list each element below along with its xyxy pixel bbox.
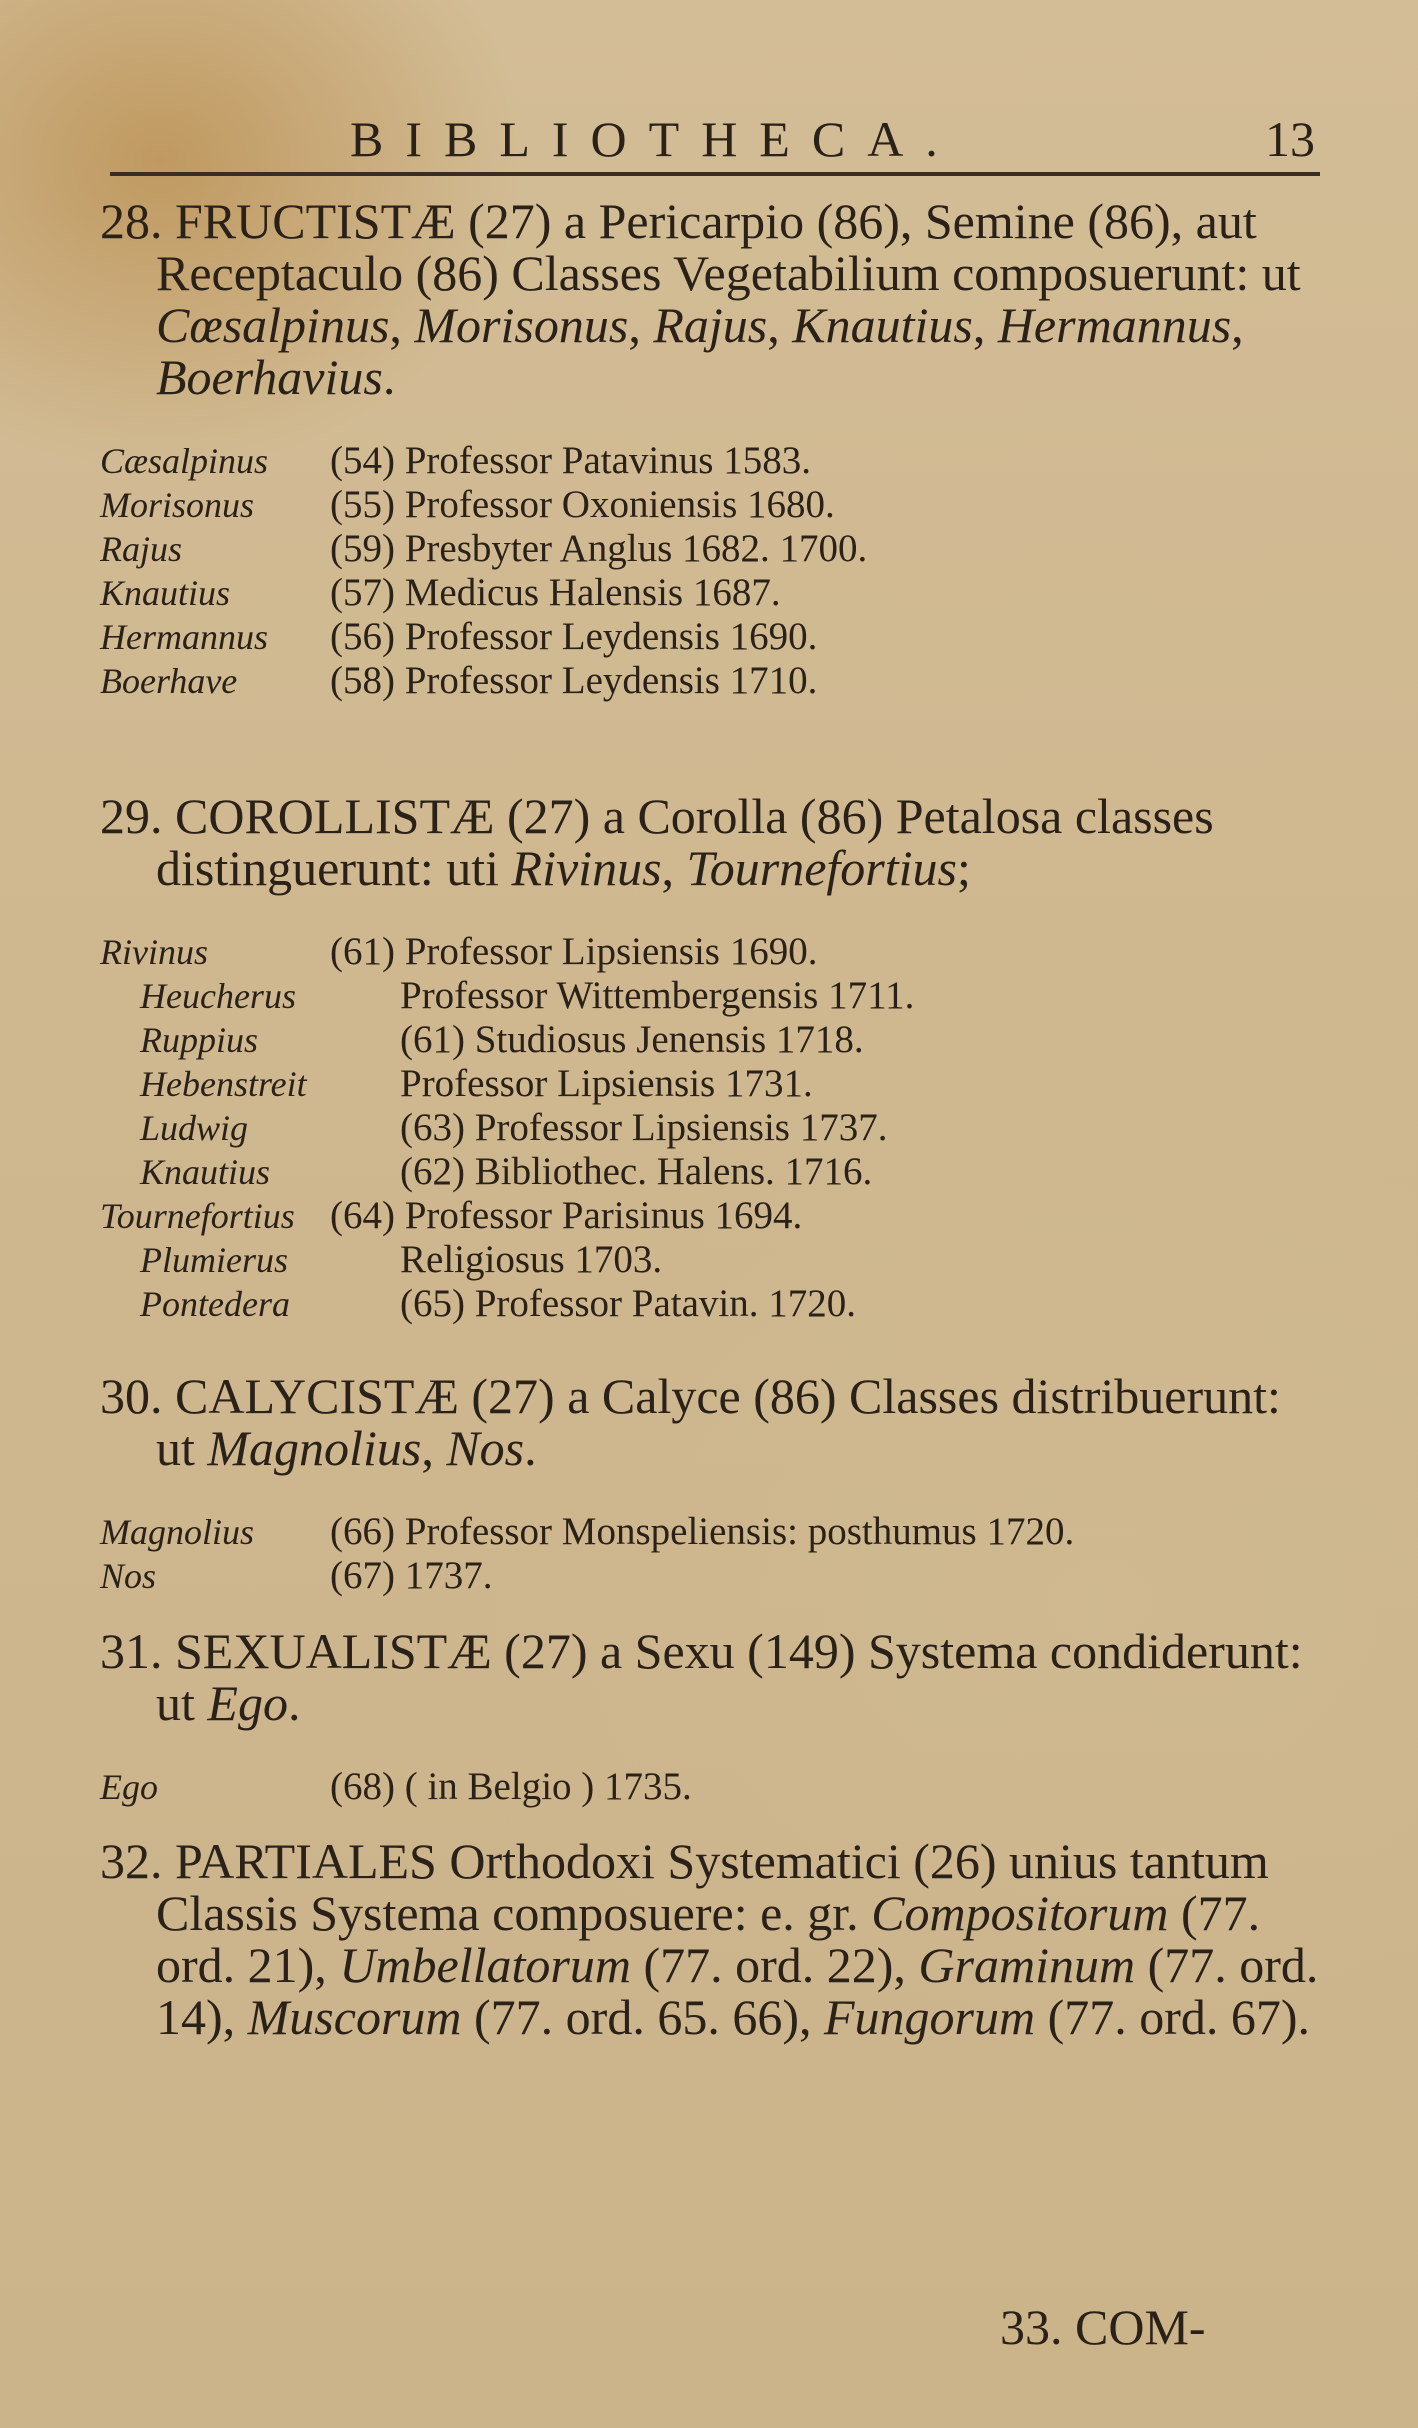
italic-name: Boerhavius (156, 349, 383, 405)
author-details: Professor Wittembergensis 1711. (400, 974, 915, 1017)
running-title: BIBLIOTHECA. (350, 111, 960, 167)
italic-name: Nos (446, 1420, 525, 1476)
author-entry (100, 1106, 1330, 1150)
author-details: (66) Professor Monspeliensis: posthumus 1720. (330, 1510, 1075, 1553)
text-run: 30. CALYCISTÆ (27) a Calyce (86) Classes distribuerunt: ut (100, 1368, 1281, 1476)
text-run: (77. ord. 14), (156, 1937, 1319, 2045)
author-details: (63) Professor Lipsiensis 1737. (400, 1106, 888, 1149)
italic-name: Muscorum (247, 1989, 462, 2045)
text-run: (77. ord. 21), (156, 1885, 1261, 1993)
author-entry (100, 930, 1330, 974)
author-details: (68) ( in Belgio ) 1735. (330, 1765, 692, 1808)
author-name: Plumierus (140, 1240, 288, 1280)
text-run: 31. SEXUALISTÆ (27) a Sexu (149) Systema condiderunt: ut (100, 1623, 1303, 1731)
section-corollistae (100, 790, 1330, 1326)
text-run: , (972, 297, 998, 353)
catchword: 33. COM- (1000, 2299, 1206, 2355)
author-details: Professor Lipsiensis 1731. (400, 1062, 813, 1105)
author-details: Religiosus 1703. (400, 1238, 663, 1281)
author-name: Magnolius (100, 1512, 255, 1552)
author-entry (100, 1238, 1330, 1282)
author-details: (58) Professor Leydensis 1710. (330, 659, 818, 702)
author-entry (100, 1018, 1330, 1062)
author-details: (56) Professor Leydensis 1690. (330, 615, 818, 658)
page-header (330, 110, 1315, 180)
author-entry (100, 1150, 1330, 1194)
author-details: (67) 1737. (330, 1554, 493, 1597)
author-entry (100, 1062, 1330, 1106)
section-partiales (100, 1835, 1330, 2043)
text-run: , (421, 1420, 447, 1476)
author-name: Ego (100, 1767, 158, 1807)
author-name: Rajus (100, 529, 183, 569)
author-entry (100, 615, 1330, 659)
author-entry (100, 974, 1330, 1018)
author-details: (59) Presbyter Anglus 1682. 1700. (330, 527, 868, 570)
text-run: , (389, 297, 415, 353)
author-entry (100, 1510, 1330, 1554)
italic-name: Knautius (792, 297, 973, 353)
text-run: . (524, 1420, 537, 1476)
italic-name: Morisonus (414, 297, 629, 353)
author-list (100, 439, 1330, 703)
author-entry (100, 1282, 1330, 1326)
text-run: , (767, 297, 793, 353)
author-entry (100, 1194, 1330, 1238)
author-entry (100, 571, 1330, 615)
italic-name: Hermannus (997, 297, 1232, 353)
author-name: Tournefortius (100, 1196, 295, 1236)
author-name: Knautius (140, 1152, 271, 1192)
author-name: Hebenstreit (140, 1064, 307, 1104)
author-details: (61) Professor Lipsiensis 1690. (330, 930, 818, 973)
text-run: , (628, 297, 654, 353)
author-name: Nos (100, 1556, 157, 1596)
italic-name: Cœsalpinus (156, 297, 390, 353)
author-details: (61) Studiosus Jenensis 1718. (400, 1018, 864, 1061)
author-list (100, 1765, 1330, 1809)
author-details: (54) Professor Patavinus 1583. (330, 439, 811, 482)
author-name: Ludwig (140, 1108, 249, 1148)
text-run: (77. ord. 22), (630, 1937, 919, 1993)
italic-name: Tournefortius (686, 840, 957, 896)
author-name: Cæsalpinus (100, 441, 269, 481)
author-details: (64) Professor Parisinus 1694. (330, 1194, 803, 1237)
author-entry (100, 659, 1330, 703)
author-entry (100, 1554, 1330, 1598)
author-entry (100, 483, 1330, 527)
author-list (100, 1510, 1330, 1598)
text-run: , (1231, 297, 1244, 353)
author-name: Hermannus (100, 617, 268, 657)
text-run: . (382, 349, 396, 405)
author-name: Morisonus (100, 485, 255, 525)
paragraph (100, 790, 1330, 894)
author-name: Ruppius (140, 1020, 259, 1060)
author-entry (100, 1765, 1330, 1809)
author-name: Boerhave (100, 661, 238, 701)
text-run: ; (957, 840, 971, 896)
author-details: (57) Medicus Halensis 1687. (330, 571, 781, 614)
author-name: Pontedera (140, 1284, 290, 1324)
italic-name: Rivinus (511, 840, 662, 896)
italic-name: Ego (207, 1675, 288, 1731)
paragraph (100, 1625, 1330, 1729)
author-list (100, 930, 1330, 1326)
author-details: (62) Bibliothec. Halens. 1716. (400, 1150, 873, 1193)
author-name: Heucherus (140, 976, 296, 1016)
italic-name: Magnolius (207, 1420, 422, 1476)
author-entry (100, 439, 1330, 483)
italic-name: Fungorum (823, 1989, 1036, 2045)
italic-name: Umbellatorum (339, 1937, 631, 1993)
author-details: (55) Professor Oxoniensis 1680. (330, 483, 835, 526)
page-number: 13 (1265, 111, 1315, 167)
text-run: . (287, 1675, 301, 1731)
section-calycistae (100, 1370, 1330, 1598)
text-run: (77. ord. 65. 66), (461, 1989, 824, 2045)
text-run: 29. COROLLISTÆ (27) a Corolla (86) Petalosa classes distinguerunt: uti (100, 788, 1214, 896)
section-fructistae (100, 195, 1330, 703)
paragraph (100, 1370, 1330, 1474)
author-details: (65) Professor Patavin. 1720. (400, 1282, 857, 1325)
author-name: Rivinus (100, 932, 208, 972)
text-run: , (661, 840, 687, 896)
section-sexualistae (100, 1625, 1330, 1809)
paragraph (100, 1835, 1330, 2043)
text-run: (77. ord. 67). (1035, 1989, 1311, 2045)
text-run: 28. FRUCTISTÆ (27) a Pericarpio (86), Semine (86), aut Receptaculo (86) Classes Vegetabilium composuerunt: ut (100, 193, 1301, 301)
italic-name: Rajus (653, 297, 768, 353)
text-run: 32. PARTIALES Orthodoxi Systematici (26) unius tantum Classis Systema composuere: e. gr. (100, 1833, 1269, 1941)
author-name: Knautius (100, 573, 231, 613)
author-entry (100, 527, 1330, 571)
header-rule (110, 172, 1320, 176)
paragraph (100, 195, 1330, 403)
italic-name: Graminum (918, 1937, 1136, 1993)
italic-name: Compositorum (871, 1885, 1169, 1941)
